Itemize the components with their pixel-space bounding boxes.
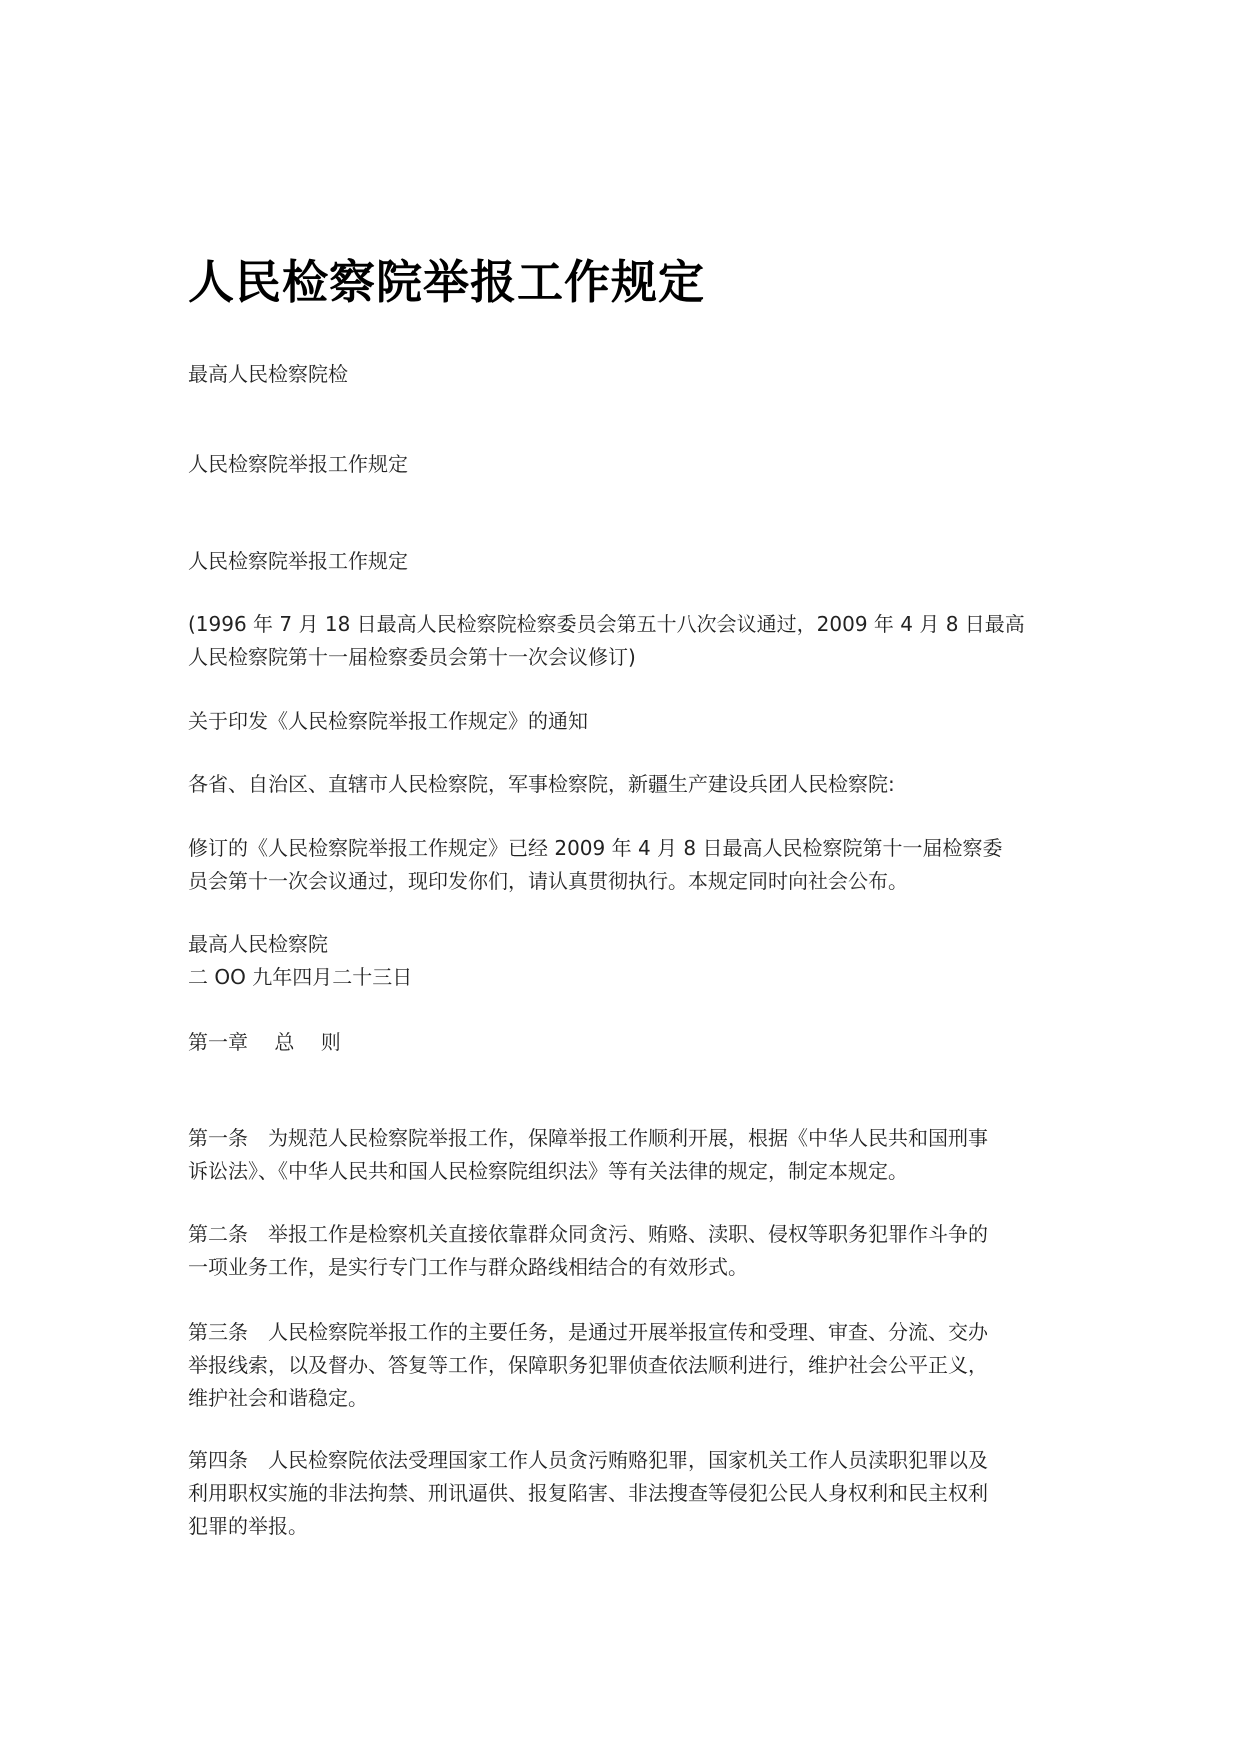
- article-line: 第一条 为规范人民检察院举报工作，保障举报工作顺利开展，根据《中华人民共和国刑事: [188, 1126, 988, 1150]
- subtitle-1: 人民检察院举报工作规定: [188, 452, 408, 476]
- signature: 最高人民检察院: [188, 932, 328, 956]
- notice-body-line: 修订的《人民检察院举报工作规定》已经 2009 年 4 月 8 日最高人民检察院第十一届检察委: [188, 836, 1003, 860]
- article-2: [188, 1218, 1058, 1284]
- signature-block: [188, 928, 1058, 994]
- article-line: 诉讼法》、《中华人民共和国人民检察院组织法》等有关法律的规定，制定本规定。: [188, 1159, 908, 1183]
- signature-date: 二 OO 九年四月二十三日: [188, 965, 413, 989]
- adoption-note-line: (1996 年 7 月 18 日最高人民检察院检察委员会第五十八次会议通过，2009 年 4 月 8 日最高: [188, 612, 1025, 636]
- article-line: 利用职权实施的非法拘禁、刑讯逼供、报复陷害、非法搜查等侵犯公民人身权利和民主权利: [188, 1481, 988, 1505]
- addressees: 各省、自治区、直辖市人民检察院，军事检察院，新疆生产建设兵团人民检察院:: [188, 772, 895, 796]
- issuer-line: 最高人民检察院检: [188, 362, 348, 386]
- article-1: [188, 1122, 1058, 1188]
- article-line: 举报线索，以及督办、答复等工作，保障职务犯罪侦查依法顺利进行，维护社会公平正义，: [188, 1353, 988, 1377]
- article-3: [188, 1316, 1058, 1415]
- chapter-heading: 第一章 总 则: [188, 1030, 341, 1054]
- article-line: 一项业务工作，是实行专门工作与群众路线相结合的有效形式。: [188, 1255, 748, 1279]
- article-4: [188, 1444, 1058, 1543]
- subtitle-2: 人民检察院举报工作规定: [188, 549, 408, 573]
- notice-title: 关于印发《人民检察院举报工作规定》的通知: [188, 709, 588, 733]
- document-title: 人民检察院举报工作规定: [188, 255, 705, 309]
- notice-body: [188, 832, 1058, 898]
- article-line: 维护社会和谐稳定。: [188, 1386, 368, 1410]
- article-line: 第三条 人民检察院举报工作的主要任务，是通过开展举报宣传和受理、审查、分流、交办: [188, 1320, 988, 1344]
- article-line: 第二条 举报工作是检察机关直接依靠群众同贪污、贿赂、渎职、侵权等职务犯罪作斗争的: [188, 1222, 988, 1246]
- article-line: 第四条 人民检察院依法受理国家工作人员贪污贿赂犯罪，国家机关工作人员渎职犯罪以及: [188, 1448, 988, 1472]
- article-line: 犯罪的举报。: [188, 1514, 308, 1538]
- notice-body-line: 员会第十一次会议通过，现印发你们，请认真贯彻执行。本规定同时向社会公布。: [188, 869, 908, 893]
- adoption-note: [188, 608, 1058, 674]
- adoption-note-line: 人民检察院第十一届检察委员会第十一次会议修订): [188, 645, 636, 669]
